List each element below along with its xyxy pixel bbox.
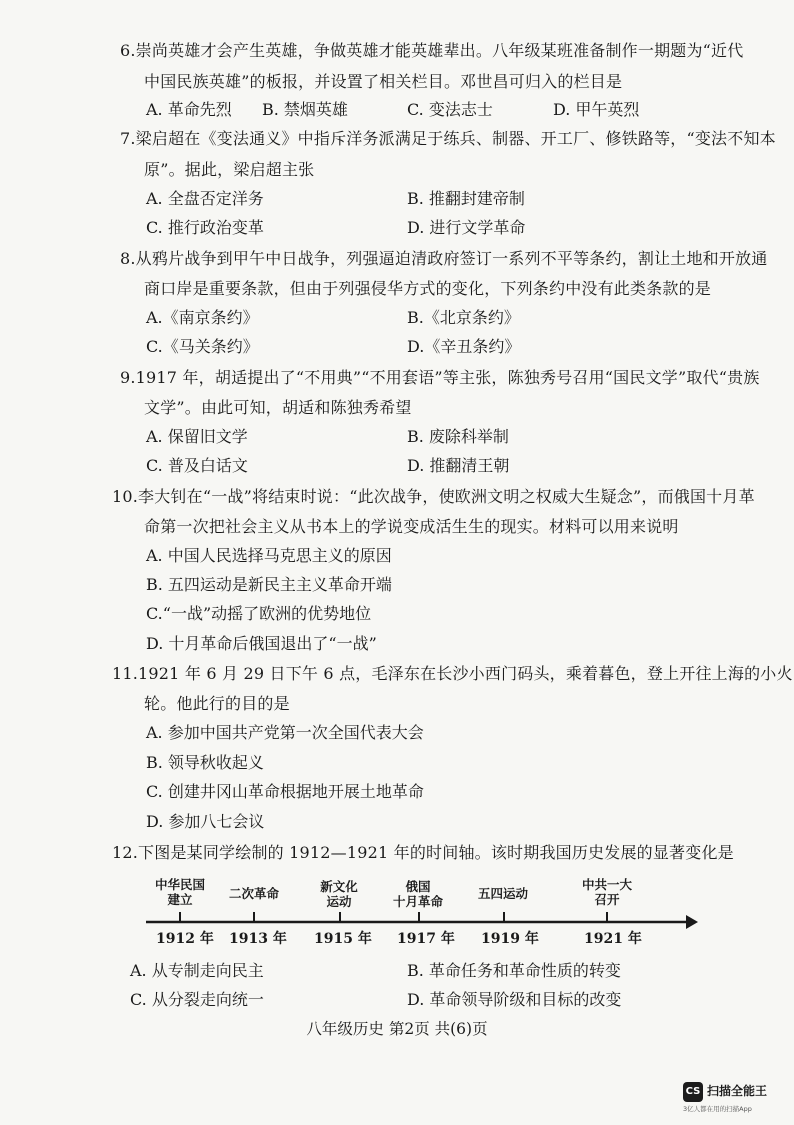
q9-stem-line2: 文学”。由此可知，胡适和陈独秀希望: [144, 398, 412, 417]
q9-option-a: A. 保留旧文学: [146, 427, 248, 446]
q10-stem-line1: 10.李大钊在“一战”将结束时说：“此次战争，使欧洲文明之权威大生疑念”，而俄国十月革: [112, 487, 755, 506]
q6-option-b: B. 禁烟英雄: [262, 100, 348, 119]
q12-option-d: D. 革命领导阶级和目标的改变: [407, 990, 622, 1009]
q11-stem-line2: 轮。他此行的目的是: [144, 694, 290, 713]
q12-option-c: C. 从分裂走向统一: [130, 990, 264, 1009]
camscanner-logo-icon: CS: [683, 1082, 703, 1102]
q7-stem-line2: 原”。据此，梁启超主张: [144, 160, 315, 179]
q9-stem-line1: 9.1917 年，胡适提出了“不用典”“不用套语”等主张，陈独秀号召用“国民文学”取代“贵族: [120, 368, 760, 387]
q6-option-c: C. 变法志士: [407, 100, 493, 119]
q9-option-c: C. 普及白话文: [146, 456, 248, 475]
timeline-event-label: 中共一大 召开: [581, 877, 632, 907]
q7-option-c: C. 推行政治变革: [146, 218, 264, 237]
timeline-event-label: 俄国 十月革命: [392, 879, 443, 909]
q11-option-a: A. 参加中国共产党第一次全国代表大会: [146, 723, 424, 742]
timeline-year: 1912 年: [156, 931, 214, 947]
timeline-year: 1913 年: [229, 931, 287, 947]
q8-stem-line1: 8.从鸦片战争到甲午中日战争，列强逼迫清政府签订一系列不平等条约，割让土地和开放通: [120, 249, 768, 268]
scanner-watermark: [683, 1078, 789, 1118]
q10-option-b: B. 五四运动是新民主主义革命开端: [146, 575, 392, 594]
q7-stem-line1: 7.梁启超在《变法通义》中指斥洋务派满足于练兵、制器、开工厂、修铁路等，“变法不知本: [120, 129, 776, 148]
timeline-arrow-icon: [686, 915, 698, 929]
q6-option-d: D. 甲午英烈: [553, 100, 640, 119]
q8-option-b: B.《北京条约》: [407, 308, 520, 327]
q10-option-d: D. 十月革命后俄国退出了“一战”: [146, 634, 377, 653]
q10-option-a: A. 中国人民选择马克思主义的原因: [146, 546, 392, 565]
scanner-app-name: 扫描全能王: [707, 1084, 768, 1098]
timeline-event-label: 新文化 运动: [320, 879, 358, 909]
q9-option-d: D. 推翻清王朝: [407, 456, 510, 475]
timeline-year: 1917 年: [397, 931, 455, 947]
q6-stem-line1: 6.崇尚英雄才会产生英雄，争做英雄才能英雄辈出。八年级某班准备制作一期题为“近代: [120, 41, 744, 60]
q11-option-b: B. 领导秋收起义: [146, 753, 264, 772]
q7-option-d: D. 进行文学革命: [407, 218, 526, 237]
timeline-event-label: 五四运动: [477, 886, 528, 901]
q7-option-b: B. 推翻封建帝制: [407, 189, 525, 208]
q12-option-a: A. 从专制走向民主: [130, 961, 264, 980]
q8-option-d: D.《辛丑条约》: [407, 337, 521, 356]
q8-option-a: A.《南京条约》: [146, 308, 259, 327]
scanner-tagline: 3亿人都在用的扫描App: [683, 1105, 752, 1113]
timeline-year: 1921 年: [584, 931, 642, 947]
q6-stem-line2: 中国民族英雄”的板报，并设置了相关栏目。邓世昌可归入的栏目是: [144, 72, 623, 91]
timeline-event-label: 中华民国 建立: [154, 877, 205, 907]
page-footer: 八年级历史 第2页 共(6)页: [306, 1020, 488, 1038]
q11-stem-line1: 11.1921 年 6 月 29 日下午 6 点，毛泽东在长沙小西门码头，乘着暮色，登上开往上海的小火: [112, 664, 793, 683]
q12-stem-line1: 12.下图是某同学绘制的 1912—1921 年的时间轴。该时期我国历史发展的显著变化是: [112, 843, 734, 862]
timeline-event-label: 二次革命: [228, 886, 279, 901]
q8-option-c: C.《马关条约》: [146, 337, 259, 356]
q10-option-c: C.“一战”动摇了欧洲的优势地位: [146, 604, 372, 623]
q7-option-a: A. 全盘否定洋务: [146, 189, 264, 208]
timeline-year: 1915 年: [314, 931, 372, 947]
q11-option-c: C. 创建井冈山革命根据地开展土地革命: [146, 782, 424, 801]
q11-option-d: D. 参加八七会议: [146, 812, 265, 831]
timeline-year: 1919 年: [481, 931, 539, 947]
q8-stem-line2: 商口岸是重要条款，但由于列强侵华方式的变化，下列条约中没有此类条款的是: [144, 279, 712, 298]
q9-option-b: B. 废除科举制: [407, 427, 509, 446]
q10-stem-line2: 命第一次把社会主义从书本上的学说变成活生生的现实。材料可以用来说明: [144, 517, 679, 536]
q12-option-b: B. 革命任务和革命性质的转变: [407, 961, 621, 980]
q6-option-a: A. 革命先烈: [146, 100, 232, 119]
